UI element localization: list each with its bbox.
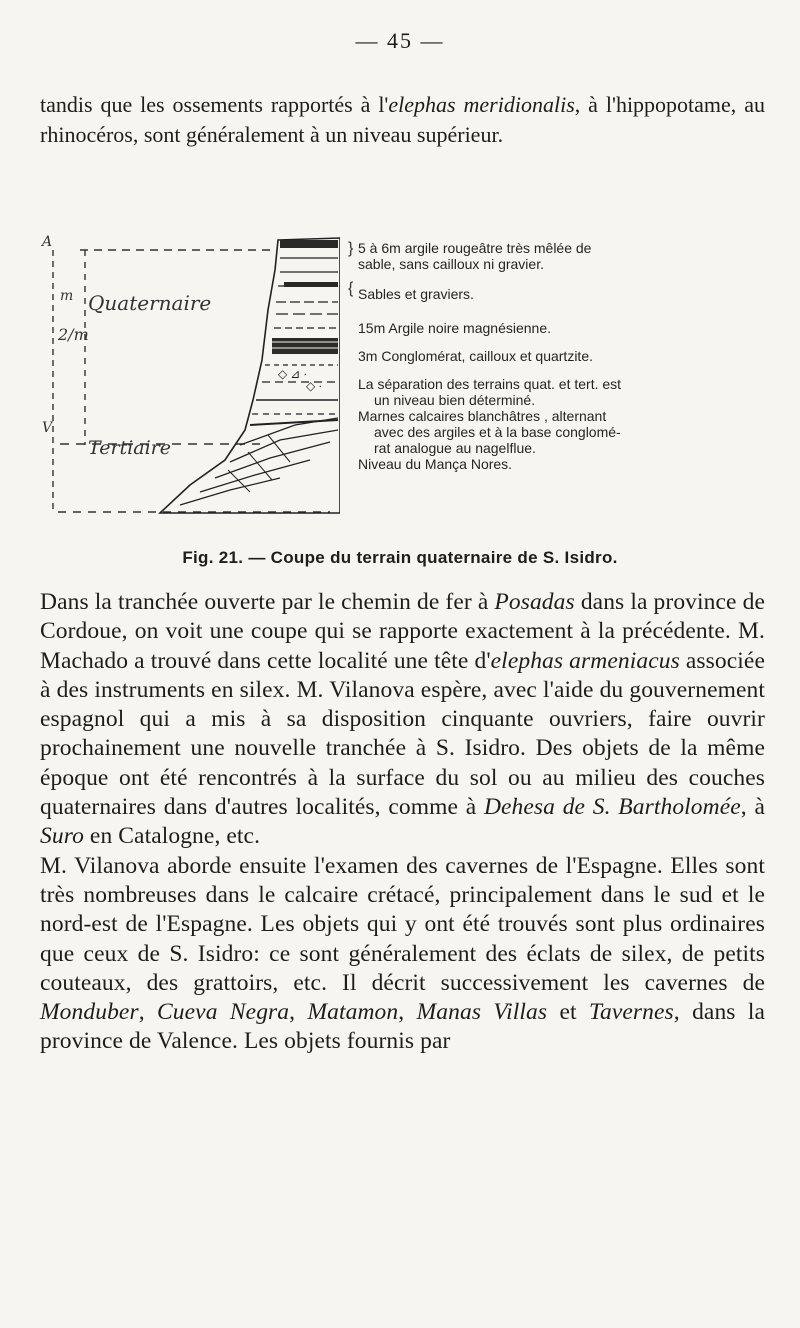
legend-line-6: La séparation des terrains quat. et tert. est	[358, 376, 622, 392]
mark-v: V	[42, 420, 53, 436]
legend-line-3: Sables et graviers.	[358, 286, 474, 302]
species-name: elephas meridionalis	[388, 92, 575, 117]
legend-line-7: un niveau bien déterminé.	[374, 392, 536, 408]
cross-section-drawing	[40, 230, 340, 520]
figure-caption: Fig. 21. — Coupe du terrain quaternaire de S. Isidro.	[182, 548, 618, 567]
label-quaternaire: Quaternaire	[88, 291, 212, 315]
paragraph-1: Dans la tranchée ouverte par le chemin de fer à Posadas dans la province de Cordoue, on voit une coupe qui se rapporte exactement à la précédente. M. Machado a trouvé dans cette localité une tête d'elephas armeniacus associée à des instruments en silex. M. Vilanova espère, avec l'aide du gouvernement espagnol qui a mis à sa disposition cinquante ouvriers, faire ouvrir prochainement une nouvelle tranchée à S. Isidro. Des objets de la même époque ont été rencontrés à la surface du sol ou au milieu des couches quaternaires dans d'autres localités, comme à Dehesa de S. Bartholomée, à Suro en Catalogne, etc.	[40, 589, 765, 850]
legend-line-10: rat analogue au nagelflue.	[374, 440, 536, 456]
geologic-section-figure: ◇ ⊿ · ◇ · Quaternaire Tertiaire A m 2/m V } 5 à 6m argile rougeâtre très mêlée de sable, sans cailloux ni gravier. { Sables et graviers. 15m Argile noire magnésienne. 3m Conglomérat, cailloux et quartzite. La séparation des terrains quat. et tert. est un niveau bien déterminé. Marnes calcaires blanchâtres , alternant avec des argiles et à la base conglomé- rat analogue au nagelflue. Niveau du Mança Nores.	[40, 230, 765, 530]
svg-text:◇ ⊿ ·: ◇ ⊿ ·	[278, 367, 308, 381]
svg-text:◇ ·: ◇ ·	[306, 379, 323, 393]
mark-m: m	[60, 288, 74, 304]
legend-line-1: 5 à 6m argile rougeâtre très mêlée de	[358, 240, 592, 256]
label-tertiaire: Tertiaire	[88, 437, 171, 459]
top-paragraph: tandis que les ossements rapportés à l'elephas meridionalis, à l'hippopotame, au rhinocéros, sont généralement à un niveau supérieur.	[40, 92, 765, 147]
paragraph-2: M. Vilanova aborde ensuite l'examen des cavernes de l'Espagne. Elles sont très nombreuses dans le calcaire crétacé, principalement dans le sud et le nord-est de l'Espagne. Les objets qui y ont été trouvés sont plus ordinaires que ceux de S. Isidro: ce sont généralement des éclats de silex, de petits couteaux, des grattoirs, etc. Il décrit successivement les cavernes de Monduber, Cueva Negra, Matamon, Manas Villas et Tavernes, dans la province de Valence. Les objets fournis par	[40, 852, 766, 1055]
legend-line-8: Marnes calcaires blanchâtres , alternant	[358, 408, 607, 424]
legend-line-9: avec des argiles et à la base conglomé-	[374, 424, 621, 440]
legend-line-2: sable, sans cailloux ni gravier.	[358, 256, 544, 272]
page-number: — 45 —	[355, 28, 445, 53]
body-text	[40, 588, 765, 1057]
legend-line-4: 15m Argile noire magnésienne.	[358, 320, 552, 336]
mark-a: A	[42, 234, 53, 250]
legend-line-11: Niveau du Mança Nores.	[358, 456, 513, 472]
mark-2m: 2/m	[58, 325, 89, 344]
legend-line-5: 3m Conglomérat, cailloux et quartzite.	[358, 348, 593, 364]
